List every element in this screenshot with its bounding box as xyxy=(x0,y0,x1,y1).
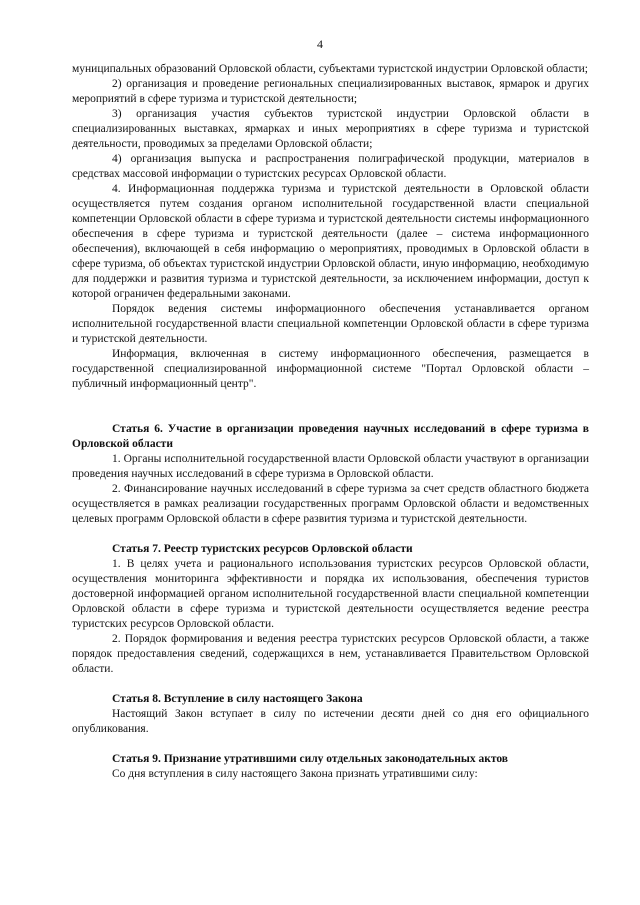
list-item-3: 3) организация участия субъектов туристской индустрии Орловской области в специализированных выставках, ярмарках и иных мероприятиях в сфере туризма и туристской деятельности, проводимых за пределами Орловской области; xyxy=(72,108,589,150)
spacer xyxy=(72,677,589,692)
spacer xyxy=(72,527,589,542)
paragraph-information: Информация, включенная в систему информационного обеспечения, размещается в государственной специализированной информационной системе "Портал Орловской области – публичный информационный центр". xyxy=(72,348,589,390)
list-item-4: 4) организация выпуска и распространения полиграфической продукции, материалов в средствах массовой информации о туристских ресурсах Орловской области. xyxy=(72,153,589,180)
paragraph-continued: муниципальных образований Орловской области, субъектами туристской индустрии Орловской области; xyxy=(72,63,588,75)
article-7-title: Статья 7. Реестр туристских ресурсов Орловской области xyxy=(112,543,413,555)
article-7-clause-2: 2. Порядок формирования и ведения реестра туристских ресурсов Орловской области, а также порядок предоставления сведений, содержащихся в нем, устанавливается Правительством Орловской области. xyxy=(72,633,589,675)
article-6-clause-1: 1. Органы исполнительной государственной власти Орловской области участвуют в организации проведения научных исследований в сфере туризма в Орловской области. xyxy=(72,453,589,480)
article-9-text: Со дня вступления в силу настоящего Закона признать утратившими силу: xyxy=(112,768,478,780)
document-body xyxy=(72,62,589,782)
article-8-text: Настоящий Закон вступает в силу по истечении десяти дней со дня его официального опубликования. xyxy=(72,708,589,735)
article-9-title: Статья 9. Признание утратившими силу отдельных законодательных актов xyxy=(112,753,509,765)
spacer xyxy=(72,392,589,407)
article-6-title: Статья 6. Участие в организации проведения научных исследований в сфере туризма в Орловской области xyxy=(72,423,589,450)
page-number: 4 xyxy=(317,37,323,51)
spacer xyxy=(72,407,589,422)
spacer xyxy=(72,737,589,752)
paragraph-order: Порядок ведения системы информационного обеспечения устанавливается органом исполнительной государственной власти специальной компетенции Орловской области в сфере туризма и туристской деятельности. xyxy=(72,303,589,345)
article-8-title: Статья 8. Вступление в силу настоящего Закона xyxy=(112,693,363,705)
article-6-clause-2: 2. Финансирование научных исследований в сфере туризма за счет средств областного бюджета осуществляется в рамках реализации государственных программ Орловской области и ведомственных целевых программ Орловской области в сфере развития туризма и туристской деятельности. xyxy=(72,483,589,525)
clause-4: 4. Информационная поддержка туризма и туристской деятельности в Орловской области осуществляется путем создания органом исполнительной государственной власти специальной компетенции Орловской области в сфере туризма и туристской деятельности системы информационного обеспечения в сфере туризма и туристской деятельности (далее – система информационного обеспечения), включающей в себя информацию о мероприятиях, проводимых в Орловской области в сфере туризма, об объектах туристской индустрии Орловской области, иную информацию, необходимую для поддержки и развития туризма и туристской деятельности, за исключением информации, доступ к которой ограничен федеральными законами. xyxy=(72,183,589,300)
list-item-2: 2) организация и проведение региональных специализированных выставок, ярмарок и других мероприятий в сфере туризма и туристской деятельности; xyxy=(72,78,589,105)
article-7-clause-1: 1. В целях учета и рационального использования туристских ресурсов Орловской области, осуществления мониторинга эффективности и порядка их использования, обеспечения туристов достоверной информацией органом исполнительной государственной власти специальной компетенции Орловской области в сфере туризма и туристской деятельности осуществляется ведение реестра туристских ресурсов Орловской области. xyxy=(72,558,589,630)
